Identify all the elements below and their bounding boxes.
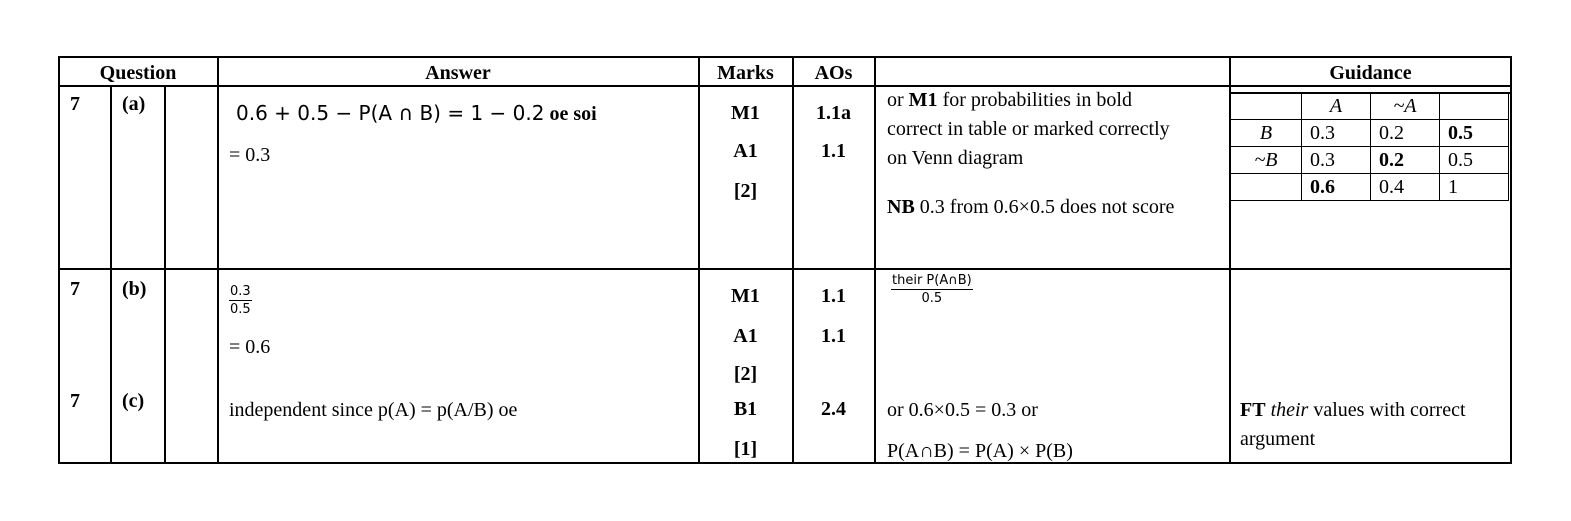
answer-fraction: [229, 283, 252, 318]
table-row: [1231, 120, 1509, 147]
guidance-fragment-italic: their: [1270, 399, 1309, 421]
table-cell: 1: [1440, 174, 1509, 201]
header-question: Question: [99, 62, 177, 84]
guidance-text: [1240, 398, 1466, 422]
guidance-fragment: for probabilities in bold: [937, 89, 1132, 111]
fraction-denominator: 0.5: [921, 291, 943, 306]
mark-total: [2]: [733, 180, 758, 202]
row-divider: [58, 268, 1512, 270]
guidance-text: on Venn diagram: [887, 147, 1024, 169]
table-cell: B: [1231, 120, 1302, 147]
question-part: (b): [122, 278, 147, 300]
fraction-numerator: 0.3: [230, 284, 251, 299]
mark-code: M1: [731, 102, 760, 124]
table-cell: [1231, 93, 1302, 120]
mark-total: [1]: [733, 438, 758, 460]
guidance-note-text: 0.3 from 0.6×0.5 does not score: [914, 196, 1175, 218]
header-guidance: Guidance: [1329, 62, 1412, 84]
ao-code: 1.1a: [816, 102, 851, 124]
table-row: [1231, 147, 1509, 174]
table-cell: 0.5: [1440, 147, 1509, 174]
guidance-text: correct in table or marked correctly: [887, 118, 1170, 140]
guidance-text: or 0.6×0.5 = 0.3 or: [887, 399, 1038, 421]
table-cell: ~A: [1371, 93, 1440, 120]
header-answer: Answer: [425, 62, 491, 84]
table-border-left: [58, 56, 60, 463]
fraction-denominator: 0.5: [230, 302, 251, 317]
table-cell: 0.6: [1302, 174, 1371, 201]
col-divider: [110, 85, 112, 463]
ao-code: 1.1: [821, 140, 846, 162]
mark-total: [2]: [733, 363, 758, 385]
question-part: (a): [122, 93, 146, 115]
guidance-fragment: or: [887, 89, 909, 111]
guidance-note-label: NB: [887, 196, 915, 218]
table-cell: 0.2: [1371, 147, 1440, 174]
mark-code: A1: [733, 325, 758, 347]
table-cell: [1440, 93, 1509, 120]
table-cell: 0.2: [1371, 120, 1440, 147]
guidance-fragment-bold: FT: [1240, 399, 1266, 421]
table-cell: 0.4: [1371, 174, 1440, 201]
table-row: [1231, 93, 1509, 120]
guidance-text: P(A∩B) = P(A) × P(B): [887, 440, 1073, 462]
fraction-numerator: their P(A∩B): [892, 273, 972, 288]
col-divider: [164, 85, 166, 463]
probability-table: [1230, 92, 1509, 201]
answer-text: independent since p(A) = p(A/B) oe: [229, 399, 518, 421]
answer-result: = 0.6: [229, 336, 271, 358]
ao-code: 1.1: [821, 325, 846, 347]
table-cell: 0.3: [1302, 147, 1371, 174]
table-row: [1231, 174, 1509, 201]
guidance-text: [887, 88, 1132, 112]
table-border-bottom: [58, 462, 1512, 464]
table-cell: 0.5: [1440, 120, 1509, 147]
answer-qualifier: oe soi: [549, 103, 597, 125]
answer-expression: 0.6 + 0.5 − P(A ∩ B) = 1 − 0.2: [236, 101, 545, 125]
answer-equation: [236, 101, 597, 126]
guidance-fragment-bold: M1: [908, 89, 938, 111]
header-aos: AOs: [814, 62, 853, 84]
guidance-fraction: [891, 272, 973, 307]
question-number: 7: [70, 390, 80, 412]
table-border-right: [1510, 56, 1512, 463]
guidance-text: argument: [1240, 428, 1316, 450]
question-number: 7: [70, 93, 80, 115]
ao-code: 2.4: [821, 398, 846, 420]
ao-code: 1.1: [821, 285, 846, 307]
table-cell: [1231, 174, 1302, 201]
question-part: (c): [122, 390, 145, 412]
table-border-top: [58, 56, 1512, 58]
table-cell: 0.3: [1302, 120, 1371, 147]
table-cell: ~B: [1231, 147, 1302, 174]
mark-code: B1: [733, 398, 758, 420]
mark-code: M1: [731, 285, 760, 307]
table-cell: A: [1302, 93, 1371, 120]
guidance-fragment: values with correct: [1308, 399, 1466, 421]
question-number: 7: [70, 278, 80, 300]
guidance-note: [887, 195, 1174, 219]
header-divider: [58, 85, 1512, 87]
header-marks: Marks: [717, 62, 774, 84]
mark-code: A1: [733, 140, 758, 162]
answer-result: = 0.3: [229, 144, 271, 166]
col-divider: [217, 56, 219, 463]
